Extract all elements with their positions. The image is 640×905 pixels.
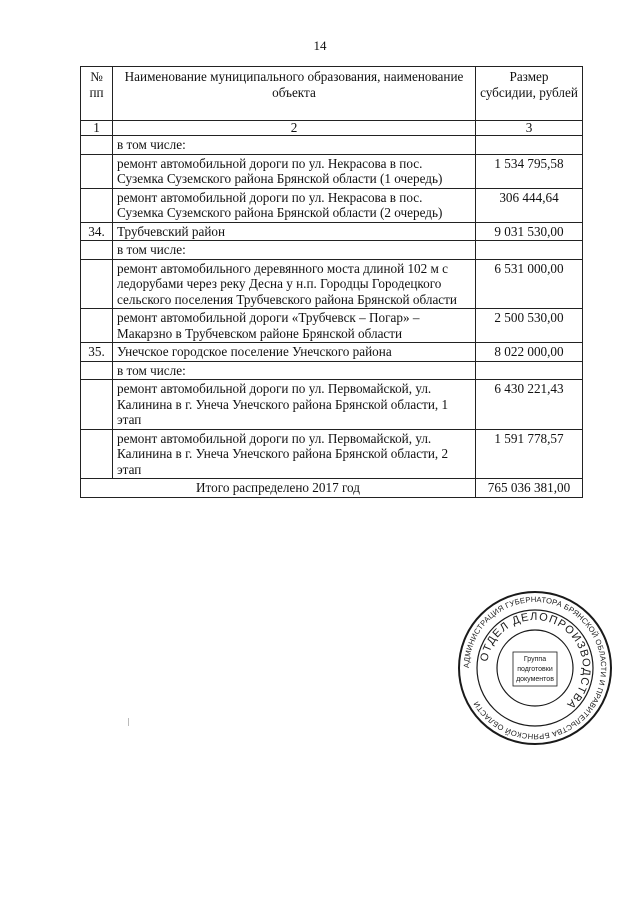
row-name: ремонт автомобильной дороги по ул. Некрасова в пос. Суземка Суземского района Брянской области (2 очередь) — [113, 188, 476, 222]
row-amount: 8 022 000,00 — [476, 343, 583, 362]
row-name: в том числе: — [113, 241, 476, 260]
row-name: ремонт автомобильной дороги по ул. Некрасова в пос. Суземка Суземского района Брянской области (1 очередь) — [113, 154, 476, 188]
office-stamp — [455, 588, 615, 748]
scan-speck — [128, 718, 129, 726]
row-name: ремонт автомобильного деревянного моста длиной 102 м с ледорубами через реку Десна у н.п. Городцы Городецкого сельского поселения Трубчевского района Брянской области — [113, 259, 476, 309]
row-number — [81, 241, 113, 260]
stamp-center-line-2: подготовки — [517, 666, 553, 673]
subsidy-table — [80, 66, 583, 498]
table-row — [81, 380, 583, 430]
col-number-1: 1 — [81, 121, 113, 136]
row-amount: 1 591 778,57 — [476, 429, 583, 479]
row-amount: 6 430 221,43 — [476, 380, 583, 430]
row-number — [81, 309, 113, 343]
row-name: ремонт автомобильной дороги по ул. Первомайской, ул. Калинина в г. Унеча Унечского района Брянской области, 2 этап — [113, 429, 476, 479]
column-number-row — [81, 121, 583, 136]
total-row — [81, 479, 583, 498]
table-row — [81, 136, 583, 155]
col-number-2: 2 — [113, 121, 476, 136]
row-number — [81, 188, 113, 222]
table-row — [81, 259, 583, 309]
row-amount: 6 531 000,00 — [476, 259, 583, 309]
table-row — [81, 222, 583, 241]
stamp-inner-text: ОТДЕЛ ДЕЛОПРОИЗВОДСТВА — [478, 610, 593, 712]
header-amount: Размер субсидии, рублей — [476, 67, 583, 121]
row-name: в том числе: — [113, 136, 476, 155]
row-number — [81, 259, 113, 309]
row-number: 34. — [81, 222, 113, 241]
table-row — [81, 361, 583, 380]
total-amount: 765 036 381,00 — [476, 479, 583, 498]
table-row — [81, 241, 583, 260]
table-row — [81, 309, 583, 343]
row-amount: 1 534 795,58 — [476, 154, 583, 188]
row-number — [81, 361, 113, 380]
table-row — [81, 429, 583, 479]
row-name: Унечское городское поселение Унечского района — [113, 343, 476, 362]
row-number: 35. — [81, 343, 113, 362]
stamp-center-line-1: Группа — [523, 656, 547, 663]
row-amount: 2 500 530,00 — [476, 309, 583, 343]
col-number-3: 3 — [476, 121, 583, 136]
header-name: Наименование муниципального образования, наименование объекта — [113, 67, 476, 121]
row-amount: 306 444,64 — [476, 188, 583, 222]
page-number: 14 — [313, 38, 327, 53]
row-number — [81, 154, 113, 188]
stamp-center-line-3: документов — [516, 676, 554, 683]
header-num: № пп — [81, 67, 113, 121]
row-name: Трубчевский район — [113, 222, 476, 241]
table-body — [81, 136, 583, 479]
row-number — [81, 136, 113, 155]
table-header-row — [81, 67, 583, 121]
table-row — [81, 343, 583, 362]
row-name: ремонт автомобильной дороги «Трубчевск – Погар» – Макарзно в Трубчевском районе Брянской области — [113, 309, 476, 343]
row-number — [81, 380, 113, 430]
row-name: в том числе: — [113, 361, 476, 380]
row-number — [81, 429, 113, 479]
table-row — [81, 154, 583, 188]
row-amount — [476, 241, 583, 260]
table-row — [81, 188, 583, 222]
row-amount — [476, 136, 583, 155]
row-name: ремонт автомобильной дороги по ул. Первомайской, ул. Калинина в г. Унеча Унечского района Брянской области, 1 этап — [113, 380, 476, 430]
stamp-outer-text: АДМИНИСТРАЦИЯ ГУБЕРНАТОРА БРЯНСКОЙ ОБЛАСТИ И ПРАВИТЕЛЬСТВА БРЯНСКОЙ ОБЛАСТИ — [461, 594, 609, 742]
row-amount — [476, 361, 583, 380]
total-label: Итого распределено 2017 год — [81, 479, 476, 498]
row-amount: 9 031 530,00 — [476, 222, 583, 241]
